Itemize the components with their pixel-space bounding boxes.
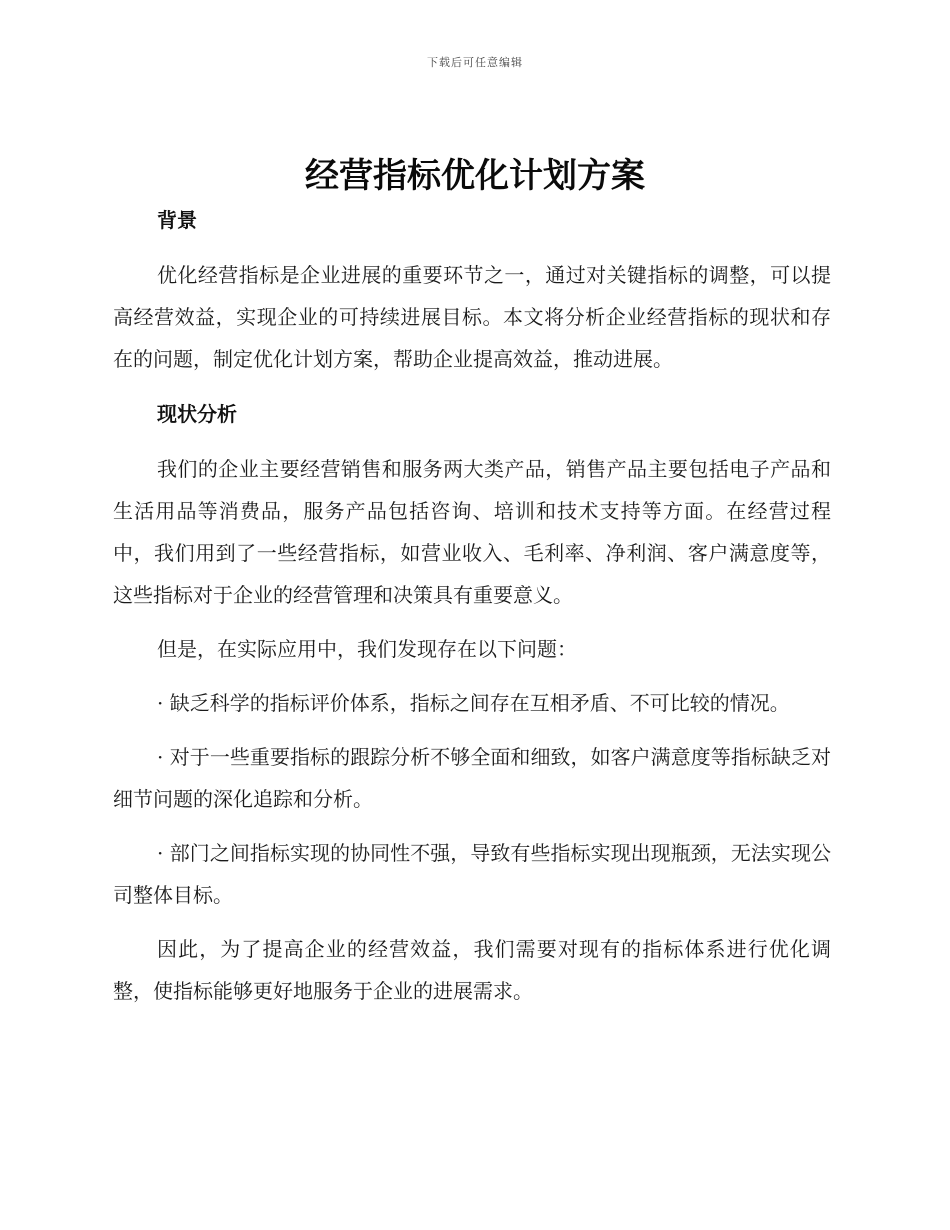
spacer [113,380,831,394]
page-title: 经营指标优化计划方案 [305,156,645,196]
background-paragraph: 优化经营指标是企业进展的重要环节之一，通过对关键指标的调整，可以提高经营效益，实现企业的可持续进展目标。本文将分析企业经营指标的现状和存在的问题，制定优化计划方案，帮助企业提高效益，推动进展。 [113,263,831,371]
section-heading-status: 现状分析 [157,402,237,426]
spacer [113,724,831,736]
spacer [113,916,831,928]
problem-bullet-2: · 对于一些重要指标的跟踪分析不够全面和细致，如客户满意度等指标缺乏对细节问题的深化追踪和分析。 [113,745,831,811]
header-note: 下载后可任意编辑 [427,56,523,69]
problem-bullet-3: · 部门之间指标实现的协同性不强，导致有些指标实现出现瓶颈，无法实现公司整体目标。 [113,841,831,907]
conclusion-paragraph: 因此，为了提高企业的经营效益，我们需要对现有的指标体系进行优化调整，使指标能够更好地服务于企业的进展需求。 [113,937,831,1003]
status-paragraph: 我们的企业主要经营销售和服务两大类产品，销售产品主要包括电子产品和生活用品等消费品，服务产品包括咨询、培训和技术支持等方面。在经营过程中，我们用到了一些经营指标，如营业收入、毛利率、净利润、客户满意度等，这些指标对于企业的经营管理和决策具有重要意义。 [113,457,831,607]
spacer [113,616,831,628]
spacer [113,434,831,448]
section-heading-background: 背景 [157,208,197,232]
spacer [113,670,831,682]
spacer [113,820,831,832]
spacer [113,240,831,254]
problem-bullet-1: · 缺乏科学的指标评价体系，指标之间存在互相矛盾、不可比较的情况。 [157,691,790,715]
problems-intro-paragraph: 但是，在实际应用中，我们发现存在以下问题： [157,637,577,661]
document-body [113,200,831,1012]
